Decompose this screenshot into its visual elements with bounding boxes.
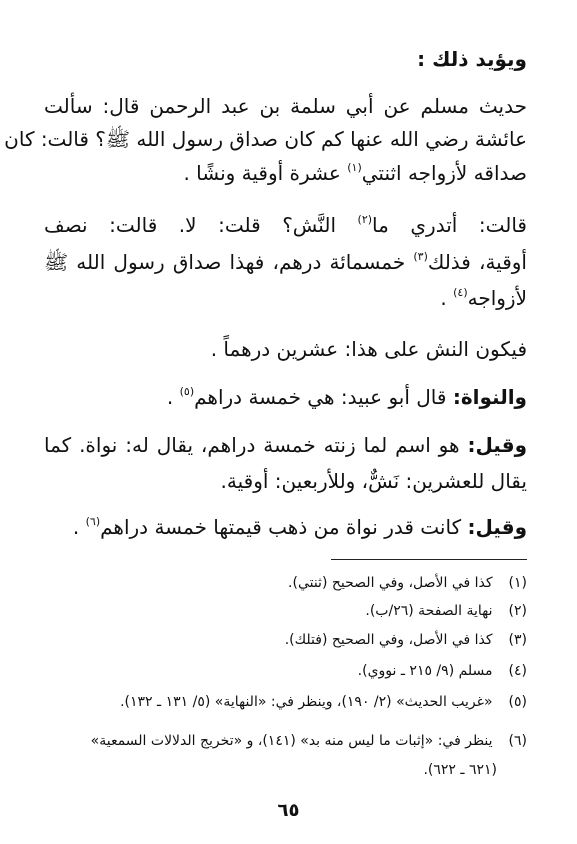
footnote-6 (40, 731, 527, 751)
footnote-marker-6: (٦) (85, 515, 101, 528)
footnote-marker-5: (٥) (179, 385, 195, 398)
footnote-text: كذا في الأصل، وفي الصحيح (ثنتي). (288, 575, 493, 591)
footnote-6-continuation: (٦٢١ ـ ٦٢٢). (423, 762, 497, 778)
footnote-divider (331, 559, 527, 560)
term-label: وقيل: (467, 433, 527, 457)
section-heading: ويؤيد ذلك : (417, 47, 527, 71)
text-span: صداقه لأزواجه اثنتي (361, 161, 527, 185)
paragraph-5-line-1 (44, 432, 527, 458)
text-span: كانت قدر نواة من ذهب قيمتها خمسة دراهم (100, 515, 468, 539)
page-number: ٦٥ (277, 800, 300, 821)
footnote-marker-3: (٣) (413, 250, 428, 263)
paragraph-5-line-2: يقال للعشرين: نَشٌّ، وللأربعين: أوقية. (220, 469, 527, 493)
footnote-number: (٣) (508, 632, 527, 648)
text-span: . (72, 515, 86, 539)
text-span: قال أبو عبيد: هي خمسة دراهم (194, 385, 453, 409)
text-span: هو اسم لما زنته خمسة دراهم، يقال له: نواة. كما (44, 433, 468, 457)
footnote-4 (40, 661, 527, 681)
term-label: والنواة: (452, 385, 527, 409)
footnote-2 (40, 601, 527, 621)
footnote-text: «غريب الحديث» (٢/ ١٩٠)، وينظر في: «النهاية» (٥/ ١٣١ ـ ١٣٢). (120, 694, 493, 710)
footnote-text: ينظر في: «إثبات ما ليس منه بد» (١٤١)، و «تخريج الدلالات السمعية» (90, 733, 493, 749)
text-span: . (166, 385, 180, 409)
text-span: لأزواجه (467, 286, 527, 310)
footnote-marker-2: (٢) (357, 213, 373, 226)
footnote-3 (40, 630, 527, 650)
footnote-1 (40, 573, 527, 593)
text-span: قالت: أتدري ما (372, 213, 527, 237)
paragraph-3: فيكون النش على هذا: عشرين درهماً . (210, 337, 527, 361)
term-label: وقيل: (467, 515, 527, 539)
footnote-marker-1: (١) (347, 161, 362, 174)
paragraph-1-line-3 (44, 160, 527, 186)
paragraph-2-line-1 (44, 212, 527, 238)
paragraph-1-line-1: حديث مسلم عن أبي سلمة بن عبد الرحمن قال: سألت (44, 94, 527, 118)
footnote-number: (١) (508, 575, 527, 591)
footnote-number: (٦) (508, 733, 527, 749)
footnote-text: كذا في الأصل، وفي الصحيح (فتلك). (284, 632, 493, 648)
text-span: عشرة أوقية ونشًا . (183, 161, 348, 185)
footnote-marker-4: (٤) (453, 286, 468, 299)
footnote-text: مسلم (٩/ ٢١٥ ـ نووي). (357, 663, 493, 679)
paragraph-4 (44, 384, 527, 410)
paragraph-2-line-3 (44, 285, 527, 311)
footnote-5 (40, 692, 527, 712)
footnote-number: (٢) (508, 603, 527, 619)
text-span: خمسمائة درهم، فهذا صداق رسول الله ﷺ (44, 250, 414, 274)
text-span: النَّش؟ قلت: لا. قالت: نصف (44, 213, 358, 237)
footnote-number: (٤) (508, 663, 527, 679)
paragraph-2-line-2 (44, 249, 527, 275)
footnote-number: (٥) (508, 694, 527, 710)
paragraph-1-line-2: عائشة رضي الله عنها كم كان صداق رسول الله ﷺ؟ قالت: كان (4, 127, 527, 151)
text-span: . (440, 286, 454, 310)
paragraph-6 (44, 514, 527, 540)
footnote-text: نهاية الصفحة (٢٦/ب). (365, 603, 493, 619)
text-span: أوقية، فذلك (427, 250, 527, 274)
